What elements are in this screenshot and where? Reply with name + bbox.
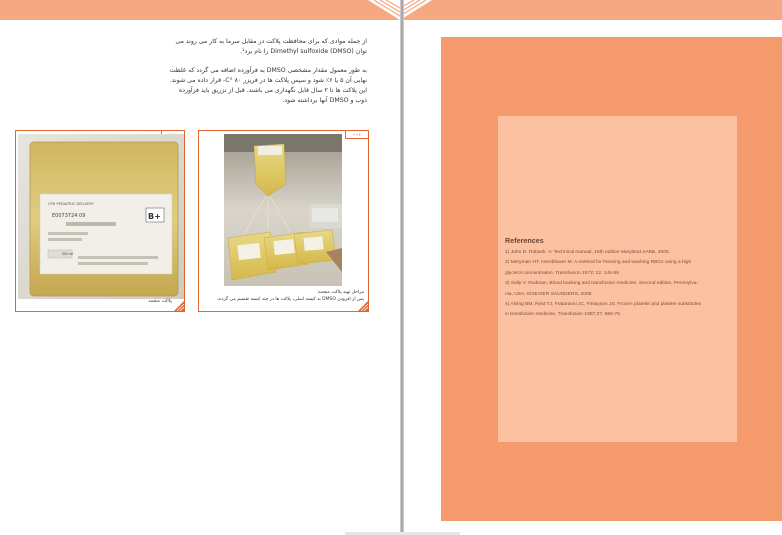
book-spine (400, 0, 404, 535)
figure-frozen-platelet (15, 130, 185, 312)
paragraph-cryoprotectant: از جمله موادی که برای محافظت پلاکت در مقابل سرما به کار می روند می توان Dimethyl sulfoxide (DMSO) را نام برد¹. (175, 38, 367, 55)
corner-ornament (358, 301, 368, 311)
corner-ornament (174, 301, 184, 311)
caption-line: پلاکت منجمد (148, 299, 172, 304)
reference-line: 3) Sally V. Rudman, Blood banking and transfusion medicine, Second edition, Pennsylva- (505, 281, 699, 287)
svg-text:500 ml: 500 ml (62, 252, 74, 256)
reference-line: nia, USA, ElSEVIER SAUNDERS, 2005 (505, 291, 592, 297)
figure-caption (204, 289, 364, 303)
figure-number: ۶-۱۴ (345, 131, 368, 139)
svg-text:B+: B+ (148, 212, 161, 221)
frozen-platelet-bag-photo (18, 134, 184, 299)
caption-line: مراحل تهیه پلاکت منجمد: (316, 290, 364, 295)
reference-line: 4) Alving BM, Reid TJ, Fratantoni JC, Finlayson JS. Frozen platelet and platelet substitutes (505, 302, 702, 308)
reference-line: 1) John D. Roback. V. Technical manual, 16th edition Maryland AABB, 2005 (505, 250, 669, 255)
svg-text:CPH PEDIATRIC DELIVERY: CPH PEDIATRIC DELIVERY (48, 202, 94, 206)
references-title: References (505, 236, 544, 245)
paragraph-dmso-procedure: به طور معمول مقدار مشخصی DMSO به فرآورده اضافه می گردد که غلظت نهایی آن ۵ یا ۶٪ شود و سپس پلاکت ها در فریزر C° ۸۰- قرار داده می شوند. این پلاکت ها تا ۲ سال قابل نگهداری می باشند. قبل از تزریق باید فرآورده ذوب و DMSO آنها برداشته شود. (169, 67, 367, 104)
platelet-bags-photo (224, 134, 342, 286)
figure-caption (22, 298, 172, 305)
svg-text:E0073724 09: E0073724 09 (52, 213, 86, 219)
caption-line: پس از افزودن DMSO به کیسه اصلی، پلاکت ها در چند کیسه تقسیم می گردند. (216, 297, 364, 302)
reference-line: 2) Meryman HT, Hornblower M. A method for freezing and washing RBCs using a high (505, 260, 692, 266)
figure-frozen-platelet-preparation (198, 130, 369, 312)
references-panel (498, 116, 737, 442)
reference-line: glycerol concentration. Transfusion 1972; 12: 145-56 (505, 270, 619, 276)
references-list (505, 248, 733, 321)
reference-line: in transfusion medicine, Transfusion 1997;37, 866-76 (505, 312, 621, 318)
